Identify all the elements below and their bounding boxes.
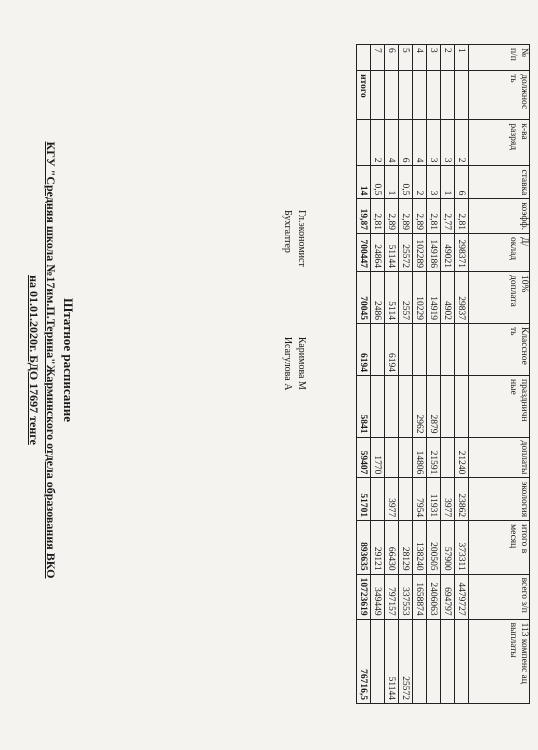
table-cell [371, 619, 385, 703]
table-cell: 298371 [455, 233, 469, 271]
table-cell: 49021 [441, 233, 455, 271]
table-cell: 2879 [427, 376, 441, 437]
table-cell: 2,89 [413, 199, 427, 234]
table-cell: 2 [455, 120, 469, 166]
table-row [455, 45, 469, 704]
column-header: Д/оклад [469, 233, 530, 271]
table-cell [371, 376, 385, 437]
column-header: № п/п [469, 45, 530, 71]
table-cell: 200505 [427, 521, 441, 574]
table-cell: 23862 [455, 478, 469, 521]
table-cell: 3 [427, 45, 441, 71]
table-cell [385, 71, 399, 120]
table-cell: 2,81 [455, 199, 469, 234]
staff-table [356, 44, 530, 704]
table-cell [399, 323, 413, 375]
table-cell [427, 619, 441, 703]
table-cell: 0,5 [399, 166, 413, 199]
table-cell: 21591 [427, 437, 441, 478]
column-header: праздничн ные [469, 376, 530, 437]
table-row [441, 45, 455, 704]
table-cell: 66430 [385, 521, 399, 574]
table-cell [413, 71, 427, 120]
table-cell: 3977 [385, 478, 399, 521]
column-header: коэфф. [469, 199, 530, 234]
table-cell [413, 323, 427, 375]
table-cell [455, 376, 469, 437]
table-cell: 3 [427, 166, 441, 199]
table-cell [455, 323, 469, 375]
table-row [385, 45, 399, 704]
total-cell: 700447 [357, 233, 371, 271]
header-row [469, 45, 530, 704]
table-cell [455, 71, 469, 120]
document-title: Штатное расписание [61, 297, 76, 423]
table-cell [399, 71, 413, 120]
table-cell [413, 619, 427, 703]
table-cell: 28129 [399, 521, 413, 574]
total-cell: 51701 [357, 478, 371, 521]
table-cell: 2 [413, 166, 427, 199]
table-cell: 2 [371, 120, 385, 166]
total-cell: 6194 [357, 323, 371, 375]
column-header: всего з/п [469, 574, 530, 619]
table-cell: 138240 [413, 521, 427, 574]
total-row [357, 45, 371, 704]
signature-name-1: Каримова М [296, 336, 307, 390]
date-line: на 01.01.2020г. БДО 17697 тенге [27, 275, 41, 445]
table-cell: 694797 [441, 574, 455, 619]
table-cell: 2 [441, 45, 455, 71]
signature-name-2: Исагулова А [282, 336, 293, 391]
table-cell: 1 [441, 166, 455, 199]
table-cell [427, 71, 441, 120]
total-cell: 70045 [357, 271, 371, 323]
table-cell: 5114 [385, 271, 399, 323]
table-cell [441, 376, 455, 437]
table-cell: 6 [385, 45, 399, 71]
table-cell: 14919 [427, 271, 441, 323]
table-row [399, 45, 413, 704]
column-header: доплаты [469, 437, 530, 478]
table-cell: 3 [441, 120, 455, 166]
table-cell: 24864 [371, 233, 385, 271]
table-cell: 2962 [413, 376, 427, 437]
table-cell: 57900 [441, 521, 455, 574]
table-cell: 349449 [371, 574, 385, 619]
table-cell: 2,89 [385, 199, 399, 234]
table-row [371, 45, 385, 704]
column-header: 10% доплата [469, 271, 530, 323]
table-cell: 10229 [413, 271, 427, 323]
table-cell: 373311 [455, 521, 469, 574]
total-cell: 893635 [357, 521, 371, 574]
table-cell: 29837 [455, 271, 469, 323]
table-cell [399, 376, 413, 437]
table-cell: 1658874 [413, 574, 427, 619]
signature-block [280, 210, 308, 390]
signature-role-1: Гл.экономист [296, 210, 307, 267]
total-cell: 19,87 [357, 199, 371, 234]
table-cell [399, 478, 413, 521]
table-cell [427, 323, 441, 375]
table-cell: 6194 [385, 323, 399, 375]
table-cell: 2486 [371, 271, 385, 323]
total-cell: 10723619 [357, 574, 371, 619]
table-row [427, 45, 441, 704]
table-cell: 3 [427, 120, 441, 166]
signature-role-2: Бухгалтер [282, 210, 293, 253]
organization-name: КГУ "Средняя школа №17им.П.Терина"Жарминского отдела образования ВКО [44, 141, 58, 579]
table-cell: 1770 [371, 437, 385, 478]
table-cell [455, 619, 469, 703]
table-cell [441, 323, 455, 375]
table-cell: 149186 [427, 233, 441, 271]
total-cell [357, 45, 371, 71]
table-cell: 51144 [385, 233, 399, 271]
column-header: должнос ть [469, 71, 530, 120]
column-header: к-ва разряд [469, 120, 530, 166]
document-title-block [26, 40, 76, 680]
table-cell: 7954 [413, 478, 427, 521]
table-cell: 6 [399, 120, 413, 166]
table-cell: 0,5 [371, 166, 385, 199]
total-cell: 76716,5 [357, 619, 371, 703]
table-cell: 2557 [399, 271, 413, 323]
table-cell: 29121 [371, 521, 385, 574]
table-cell: 4 [385, 120, 399, 166]
table-row [413, 45, 427, 704]
table-cell [385, 437, 399, 478]
table-cell: 11931 [427, 478, 441, 521]
table-cell [441, 437, 455, 478]
table-cell: 797157 [385, 574, 399, 619]
column-header: ставка [469, 166, 530, 199]
table-cell: 5 [399, 45, 413, 71]
column-header: итого в месяц [469, 521, 530, 574]
table-cell: 102289 [413, 233, 427, 271]
total-cell: 14 [357, 166, 371, 199]
table-cell: 21240 [455, 437, 469, 478]
table-cell: 25572 [399, 233, 413, 271]
table-cell: 1 [455, 45, 469, 71]
table-cell: 2,89 [399, 199, 413, 234]
table-cell [371, 71, 385, 120]
table-cell [441, 71, 455, 120]
table-cell: 1 [385, 166, 399, 199]
column-header: экология [469, 478, 530, 521]
total-cell: 5841 [357, 376, 371, 437]
column-header: 113 компенс ац выплаты [469, 619, 530, 703]
table-cell: 14806 [413, 437, 427, 478]
table-cell: 4 [413, 120, 427, 166]
total-cell: итого [357, 71, 371, 120]
table-cell [399, 437, 413, 478]
table-cell: 25572 [399, 619, 413, 703]
table-cell [385, 376, 399, 437]
table-cell: 2406063 [427, 574, 441, 619]
table-cell [371, 323, 385, 375]
table-cell: 2,81 [427, 199, 441, 234]
table-cell [441, 619, 455, 703]
table-cell: 2,81 [371, 199, 385, 234]
table-cell: 6 [455, 166, 469, 199]
table-cell [371, 478, 385, 521]
column-header: Классное ть [469, 323, 530, 375]
total-cell [357, 120, 371, 166]
table-cell: 7 [371, 45, 385, 71]
table-body [357, 45, 469, 704]
table-cell: 51144 [385, 619, 399, 703]
table-cell: 3977 [441, 478, 455, 521]
table-cell: 4902 [441, 271, 455, 323]
table-cell: 2,77 [441, 199, 455, 234]
table-cell: 337553 [399, 574, 413, 619]
table-cell: 4 [413, 45, 427, 71]
total-cell: 59407 [357, 437, 371, 478]
table-cell: 4479727 [455, 574, 469, 619]
